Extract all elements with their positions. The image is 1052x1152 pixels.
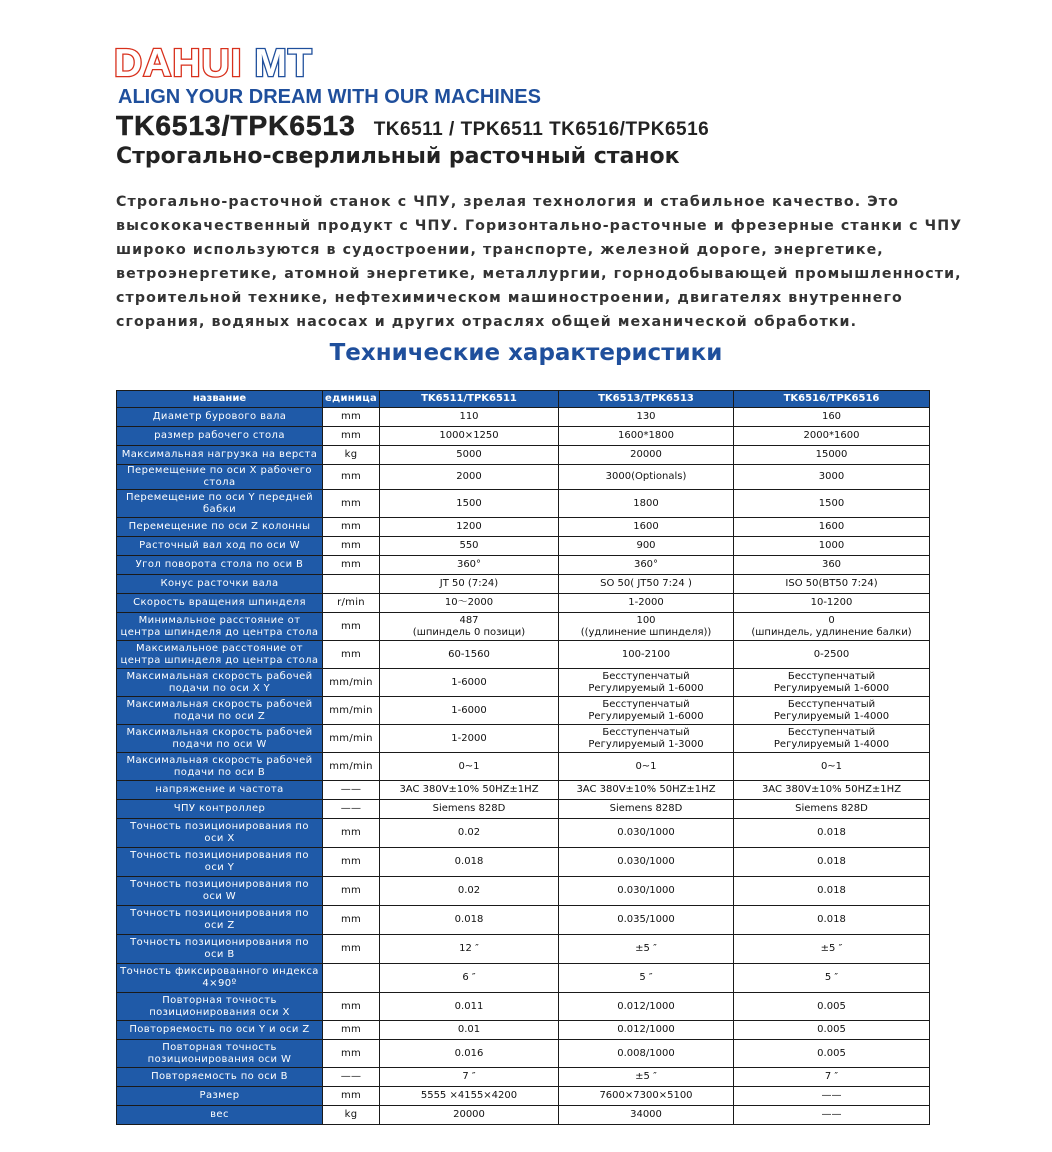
- table-row: [117, 446, 930, 465]
- table-row: [117, 1040, 930, 1068]
- intro-line: Строгально-расточной станок с ЧПУ, зрелая технология и стабильное качество. Это: [116, 194, 899, 210]
- spec-value-model-1: 12 ″: [380, 935, 559, 964]
- table-row: [117, 518, 930, 537]
- spec-value-model-1: 1-6000: [380, 669, 559, 697]
- spec-unit: mm: [323, 848, 380, 877]
- spec-value-model-1: 5555 ×4155×4200: [380, 1087, 559, 1106]
- spec-value-model-1: 0.011: [380, 993, 559, 1021]
- spec-unit: mm: [323, 819, 380, 848]
- spec-label: Повторная точность позиционирования оси X: [117, 993, 323, 1021]
- spec-value-model-3: 1500: [734, 490, 930, 518]
- spec-value-model-1: 0.01: [380, 1021, 559, 1040]
- spec-unit: mm/min: [323, 669, 380, 697]
- spec-label: размер рабочего стола: [117, 427, 323, 446]
- spec-value-model-1: 0.016: [380, 1040, 559, 1068]
- spec-value-model-2: 0.030/1000: [559, 877, 734, 906]
- spec-value-model-2: 0.035/1000: [559, 906, 734, 935]
- spec-unit: ——: [323, 800, 380, 819]
- model-line: [116, 110, 709, 142]
- spec-label: Точность позиционирования по оси Z: [117, 906, 323, 935]
- spec-unit: r/min: [323, 594, 380, 613]
- spec-unit: mm: [323, 490, 380, 518]
- spec-value-model-3: 360: [734, 556, 930, 575]
- table-row: [117, 490, 930, 518]
- spec-label: Размер: [117, 1087, 323, 1106]
- spec-unit: [323, 964, 380, 993]
- spec-label: напряжение и частота: [117, 781, 323, 800]
- table-row: [117, 1106, 930, 1125]
- section-title: Технические характеристики: [329, 340, 723, 366]
- spec-label: Точность позиционирования по оси B: [117, 935, 323, 964]
- spec-value-model-3: 10-1200: [734, 594, 930, 613]
- spec-value-model-1: JT 50 (7:24): [380, 575, 559, 594]
- spec-label: Точность фиксированного индекса 4×90º: [117, 964, 323, 993]
- spec-label: Максимальное расстояние от центра шпинделя до центра стола: [117, 641, 323, 669]
- spec-value-model-1: 10～2000: [380, 594, 559, 613]
- spec-unit: mm: [323, 1021, 380, 1040]
- spec-value-model-2: 0.030/1000: [559, 848, 734, 877]
- spec-value-model-1: Siemens 828D: [380, 800, 559, 819]
- spec-value-model-2: 100 ((удлинение шпинделя)): [559, 613, 734, 641]
- spec-unit: mm: [323, 1087, 380, 1106]
- table-row: [117, 753, 930, 781]
- table-header-row: [117, 391, 930, 408]
- spec-unit: mm: [323, 427, 380, 446]
- spec-label: Повторная точность позиционирования оси W: [117, 1040, 323, 1068]
- table-row: [117, 697, 930, 725]
- spec-label: Точность позиционирования по оси W: [117, 877, 323, 906]
- spec-value-model-1: 1000×1250: [380, 427, 559, 446]
- spec-value-model-3: ±5 ″: [734, 935, 930, 964]
- spec-label: Конус расточки вала: [117, 575, 323, 594]
- spec-unit: ——: [323, 1068, 380, 1087]
- spec-value-model-2: 1600: [559, 518, 734, 537]
- spec-value-model-3: ——: [734, 1106, 930, 1125]
- spec-value-model-3: 0.005: [734, 993, 930, 1021]
- spec-label: Повторяемость по оси Y и оси Z: [117, 1021, 323, 1040]
- spec-label: Повторяемость по оси B: [117, 1068, 323, 1087]
- header-name: название: [117, 391, 323, 408]
- spec-value-model-1: 3AC 380V±10% 50HZ±1HZ: [380, 781, 559, 800]
- table-row: [117, 725, 930, 753]
- spec-value-model-2: 1-2000: [559, 594, 734, 613]
- spec-value-model-2: 360°: [559, 556, 734, 575]
- page-title: Строгально-сверлильный расточный станок: [116, 144, 680, 169]
- spec-unit: mm: [323, 641, 380, 669]
- spec-value-model-3: 0.005: [734, 1021, 930, 1040]
- brand-name-mt: MT: [254, 42, 313, 85]
- spec-value-model-2: 34000: [559, 1106, 734, 1125]
- table-row: [117, 964, 930, 993]
- spec-unit: mm/min: [323, 697, 380, 725]
- spec-value-model-2: 1800: [559, 490, 734, 518]
- other-models: TK6511 / TPK6511 TK6516/TPK6516: [373, 119, 710, 140]
- spec-value-model-1: 1-6000: [380, 697, 559, 725]
- header-model-2: TK6513/TPK6513: [559, 391, 734, 408]
- spec-value-model-1: 0.02: [380, 877, 559, 906]
- spec-value-model-2: 0.012/1000: [559, 993, 734, 1021]
- spec-value-model-2: 130: [559, 408, 734, 427]
- spec-value-model-1: 6 ″: [380, 964, 559, 993]
- spec-unit: ——: [323, 781, 380, 800]
- spec-value-model-1: 1-2000: [380, 725, 559, 753]
- spec-unit: mm/min: [323, 753, 380, 781]
- header-unit: единица: [323, 391, 380, 408]
- spec-label: Максимальная скорость рабочей подачи по оси Z: [117, 697, 323, 725]
- brand-slogan: ALIGN YOUR DREAM WITH OUR MACHINES: [118, 86, 541, 108]
- table-row: [117, 594, 930, 613]
- table-row: [117, 1068, 930, 1087]
- spec-value-model-2: 7600×7300×5100: [559, 1087, 734, 1106]
- table-row: [117, 1087, 930, 1106]
- table-row: [117, 465, 930, 490]
- table-row: [117, 575, 930, 594]
- spec-table: [116, 390, 930, 1125]
- spec-unit: mm: [323, 408, 380, 427]
- spec-label: Перемещение по оси Y передней бабки: [117, 490, 323, 518]
- spec-value-model-2: 100-2100: [559, 641, 734, 669]
- spec-value-model-3: Siemens 828D: [734, 800, 930, 819]
- table-row: [117, 408, 930, 427]
- spec-value-model-1: 5000: [380, 446, 559, 465]
- spec-label: Скорость вращения шпинделя: [117, 594, 323, 613]
- spec-value-model-2: 900: [559, 537, 734, 556]
- spec-value-model-1: 0.018: [380, 848, 559, 877]
- spec-value-model-1: 0.02: [380, 819, 559, 848]
- spec-value-model-2: 0~1: [559, 753, 734, 781]
- spec-value-model-2: Бесступенчатый Регулируемый 1-6000: [559, 697, 734, 725]
- spec-value-model-2: 5 ″: [559, 964, 734, 993]
- spec-label: Точность позиционирования по оси X: [117, 819, 323, 848]
- intro-line: широко используются в судостроении, транспорте, железной дороге, энергетике,: [116, 242, 884, 258]
- spec-label: Перемещение по оси Z колонны: [117, 518, 323, 537]
- table-row: [117, 669, 930, 697]
- spec-unit: mm: [323, 518, 380, 537]
- header-model-3: TK6516/TPK6516: [734, 391, 930, 408]
- table-row: [117, 427, 930, 446]
- spec-value-model-3: 0.018: [734, 819, 930, 848]
- spec-value-model-1: 110: [380, 408, 559, 427]
- table-row: [117, 781, 930, 800]
- table-row: [117, 819, 930, 848]
- spec-unit: mm: [323, 556, 380, 575]
- spec-table-body: [117, 408, 930, 1125]
- spec-value-model-3: 7 ″: [734, 1068, 930, 1087]
- spec-value-model-3: 0~1: [734, 753, 930, 781]
- spec-label: Перемещение по оси X рабочего стола: [117, 465, 323, 490]
- spec-label: Точность позиционирования по оси Y: [117, 848, 323, 877]
- spec-value-model-3: 3000: [734, 465, 930, 490]
- spec-value-model-2: 1600*1800: [559, 427, 734, 446]
- spec-unit: mm: [323, 993, 380, 1021]
- table-row: [117, 1021, 930, 1040]
- spec-unit: mm: [323, 906, 380, 935]
- spec-label: Угол поворота стола по оси B: [117, 556, 323, 575]
- spec-label: Диаметр бурового вала: [117, 408, 323, 427]
- spec-value-model-1: 550: [380, 537, 559, 556]
- spec-unit: kg: [323, 1106, 380, 1125]
- spec-value-model-2: Бесступенчатый Регулируемый 1-6000: [559, 669, 734, 697]
- intro-line: ветроэнергетике, атомной энергетике, металлургии, горнодобывающей промышленности,: [116, 266, 962, 282]
- spec-value-model-3: Бесступенчатый Регулируемый 1-6000: [734, 669, 930, 697]
- table-row: [117, 556, 930, 575]
- spec-value-model-3: 1600: [734, 518, 930, 537]
- table-row: [117, 993, 930, 1021]
- spec-value-model-3: 5 ″: [734, 964, 930, 993]
- intro-line: сгорания, водяных насосах и других отраслях общей механической обработки.: [116, 314, 858, 330]
- spec-label: вес: [117, 1106, 323, 1125]
- spec-value-model-1: 487 (шпиндель 0 позици): [380, 613, 559, 641]
- spec-value-model-3: 1000: [734, 537, 930, 556]
- spec-value-model-3: 15000: [734, 446, 930, 465]
- table-row: [117, 848, 930, 877]
- spec-value-model-2: 0.012/1000: [559, 1021, 734, 1040]
- spec-value-model-2: SO 50( JT50 7:24 ): [559, 575, 734, 594]
- table-row: [117, 537, 930, 556]
- main-model: TK6513/TPK6513: [116, 110, 356, 141]
- table-row: [117, 935, 930, 964]
- spec-unit: mm: [323, 877, 380, 906]
- spec-value-model-1: 0~1: [380, 753, 559, 781]
- table-row: [117, 877, 930, 906]
- table-row: [117, 641, 930, 669]
- spec-value-model-2: ±5 ″: [559, 1068, 734, 1087]
- table-row: [117, 906, 930, 935]
- table-row: [117, 613, 930, 641]
- spec-value-model-1: 1200: [380, 518, 559, 537]
- spec-value-model-3: 0.018: [734, 906, 930, 935]
- spec-value-model-3: ——: [734, 1087, 930, 1106]
- spec-value-model-3: Бесступенчатый Регулируемый 1-4000: [734, 697, 930, 725]
- spec-value-model-3: 0 (шпиндель, удлинение балки): [734, 613, 930, 641]
- spec-value-model-2: 0.030/1000: [559, 819, 734, 848]
- spec-value-model-1: 0.018: [380, 906, 559, 935]
- intro-line: строительной технике, нефтехимическом машиностроении, двигателях внутреннего: [116, 290, 903, 306]
- spec-label: Максимальная скорость рабочей подачи по оси B: [117, 753, 323, 781]
- header-model-1: TK6511/TPK6511: [380, 391, 559, 408]
- spec-value-model-2: 20000: [559, 446, 734, 465]
- spec-label: ЧПУ контроллер: [117, 800, 323, 819]
- brand-name-dahui: DAHUI: [114, 42, 243, 85]
- spec-value-model-2: ±5 ″: [559, 935, 734, 964]
- spec-value-model-3: 3AC 380V±10% 50HZ±1HZ: [734, 781, 930, 800]
- spec-value-model-2: 3000(Optionals): [559, 465, 734, 490]
- spec-unit: mm: [323, 465, 380, 490]
- spec-value-model-2: Бесступенчатый Регулируемый 1-3000: [559, 725, 734, 753]
- spec-unit: [323, 575, 380, 594]
- spec-value-model-1: 2000: [380, 465, 559, 490]
- spec-value-model-3: ISO 50(BT50 7:24): [734, 575, 930, 594]
- spec-value-model-2: 0.008/1000: [559, 1040, 734, 1068]
- spec-value-model-3: 0.018: [734, 848, 930, 877]
- spec-label: Максимальная нагрузка на верста: [117, 446, 323, 465]
- spec-label: Минимальное расстояние от центра шпинделя до центра стола: [117, 613, 323, 641]
- spec-value-model-1: 60-1560: [380, 641, 559, 669]
- spec-value-model-1: 7 ″: [380, 1068, 559, 1087]
- spec-unit: mm: [323, 935, 380, 964]
- spec-value-model-3: 2000*1600: [734, 427, 930, 446]
- spec-unit: mm/min: [323, 725, 380, 753]
- spec-value-model-1: 1500: [380, 490, 559, 518]
- spec-value-model-3: Бесступенчатый Регулируемый 1-4000: [734, 725, 930, 753]
- spec-label: Максимальная скорость рабочей подачи по оси X Y: [117, 669, 323, 697]
- spec-value-model-1: 360°: [380, 556, 559, 575]
- spec-label: Расточный вал ход по оси W: [117, 537, 323, 556]
- spec-value-model-1: 20000: [380, 1106, 559, 1125]
- intro-line: высококачественный продукт с ЧПУ. Горизонтально-расточные и фрезерные станки с ЧПУ: [116, 218, 963, 234]
- intro-paragraph: [116, 190, 963, 334]
- spec-value-model-3: 160: [734, 408, 930, 427]
- spec-unit: kg: [323, 446, 380, 465]
- spec-unit: mm: [323, 1040, 380, 1068]
- spec-unit: mm: [323, 537, 380, 556]
- spec-value-model-3: 0.018: [734, 877, 930, 906]
- spec-value-model-3: 0-2500: [734, 641, 930, 669]
- brand-logo: [114, 44, 313, 83]
- spec-value-model-2: Siemens 828D: [559, 800, 734, 819]
- spec-value-model-3: 0.005: [734, 1040, 930, 1068]
- spec-label: Максимальная скорость рабочей подачи по оси W: [117, 725, 323, 753]
- spec-unit: mm: [323, 613, 380, 641]
- table-row: [117, 800, 930, 819]
- spec-value-model-2: 3AC 380V±10% 50HZ±1HZ: [559, 781, 734, 800]
